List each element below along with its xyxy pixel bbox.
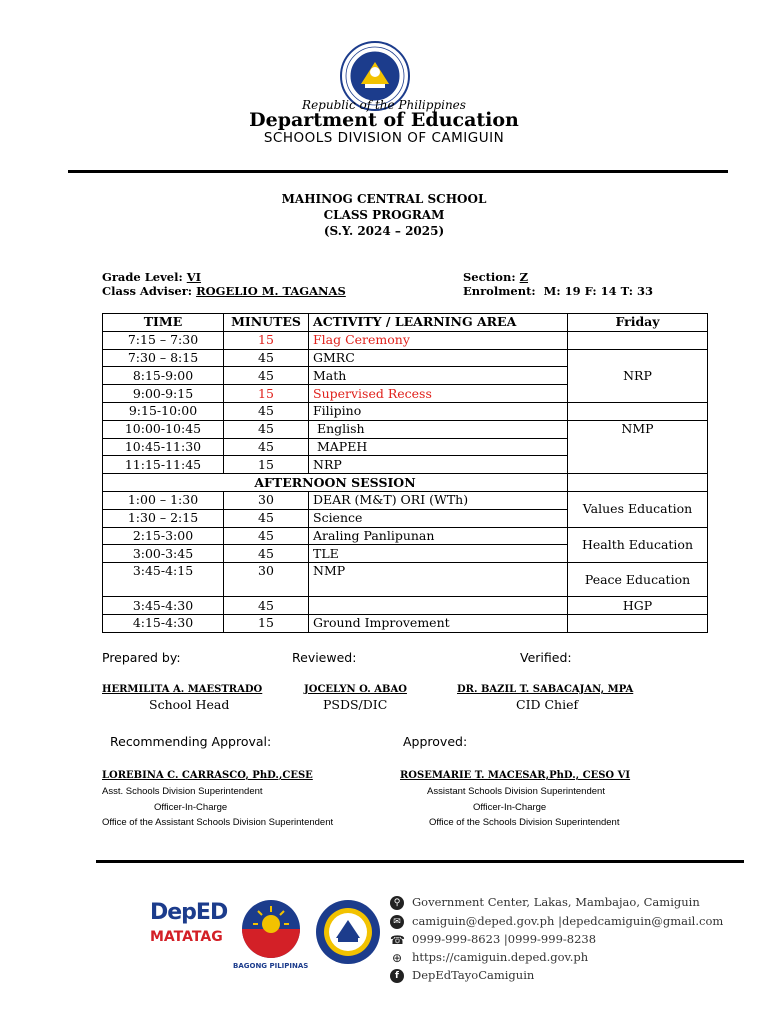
table-row: 1:00 – 1:30 30 DEAR (M&T) ORI (WTh) Values Education [103,491,708,509]
enrolment-value: M: 19 F: 14 T: 33 [543,284,654,298]
afternoon-session-label: AFTERNOON SESSION [103,474,568,492]
email-link[interactable]: camiguin@deped.gov.ph |depedcamiguin@gmail.com [412,914,724,928]
website-link[interactable]: https://camiguin.deped.gov.ph [412,950,589,964]
facebook-icon: f [390,969,404,983]
document-title: CLASS PROGRAM [323,208,445,222]
bagong-pilipinas-text: BAGONG PILIPINAS [233,962,309,970]
department-title: Department of Education [249,109,519,131]
reviewed-label: Reviewed: [292,650,357,665]
table-row: 11:15-11:45 15 NRP [103,456,708,474]
grade-value: VI [186,270,202,284]
deped-logo-text: DepED [150,900,228,925]
bagong-pilipinas-logo-icon [240,898,302,960]
web-icon: ⊕ [391,951,403,965]
friday-cell: Health Education [568,527,708,563]
recommending-label: Recommending Approval: [110,734,272,749]
adviser-value: ROGELIO M. TAGANAS [196,284,346,298]
verified-role: CID Chief [516,697,579,712]
phone-icon: ☎ [390,933,405,947]
afternoon-session-row [103,474,708,492]
class-program-table [102,313,708,633]
prepared-label: Prepared by: [102,650,181,665]
email-icon: ✉ [390,915,404,929]
phone-text: 0999-999-8623 |0999-999-8238 [412,932,597,946]
table-row: 10:00-10:45 45 English NMP [103,420,708,438]
table-row: 3:00-3:45 45 TLE [103,545,708,563]
class-adviser: Class Adviser: ROGELIO M. TAGANAS [102,284,346,298]
table-row: 3:45-4:30 45 HGP [103,597,708,615]
friday-cell: NMP [568,420,708,473]
table-row: 9:00-9:15 15 Supervised Recess [103,385,708,403]
deped-matatag-logo [150,900,230,970]
grade-level: Grade Level: VI [102,270,202,284]
verified-label: Verified: [520,650,572,665]
division-seal-icon [314,898,382,966]
division-title: SCHOOLS DIVISION OF CAMIGUIN [263,130,505,146]
table-row: 10:45-11:30 45 MAPEH [103,438,708,456]
approved-name: ROSEMARIE T. MACESAR,PhD., CESO VI [400,770,631,781]
approved-role: Assistant Schools Division Superintendent [427,786,605,797]
friday-cell: Values Education [568,491,708,527]
approved-role: Office of the Schools Division Superintendent [429,817,620,828]
recommending-role: Office of the Assistant Schools Division Superintendent [102,817,334,828]
section: Section: Z [463,270,529,284]
header-time: TIME [103,314,224,332]
table-row: 9:15-10:00 45 Filipino [103,402,708,420]
header-minutes: MINUTES [224,314,309,332]
reviewed-name: JOCELYN O. ABAO [304,684,407,695]
recommending-role: Asst. Schools Division Superintendent [102,786,263,797]
table-row: 7:30 – 8:15 45 GMRC NRP [103,349,708,367]
address-text: Government Center, Lakas, Mambajao, Camiguin [412,895,700,909]
header-friday: Friday [568,314,708,332]
school-year: (S.Y. 2024 – 2025) [323,224,445,238]
reviewed-role: PSDS/DIC [323,697,388,712]
table-row: 3:45-4:15 30 NMP Peace Education [103,563,708,597]
matatag-text: MATATAG [150,929,223,945]
table-header-row [103,314,708,332]
location-icon: ⚲ [390,896,404,910]
table-row: 4:15-4:30 15 Ground Improvement [103,614,708,632]
section-value: Z [519,270,529,284]
recommending-role: Officer-In-Charge [154,802,228,813]
facebook-link[interactable]: DepEdTayoCamiguin [412,968,535,982]
friday-cell: NRP [568,349,708,402]
verified-name: DR. BAZIL T. SABACAJAN, MPA [457,684,634,695]
table-row: 1:30 – 2:15 45 Science [103,509,708,527]
friday-cell: Peace Education [568,563,708,597]
table-row: 8:15-9:00 45 Math [103,367,708,385]
enrolment: Enrolment: M: 19 F: 14 T: 33 [463,284,654,298]
header-activity: ACTIVITY / LEARNING AREA [309,314,568,332]
prepared-role: School Head [149,697,230,712]
footer-divider [96,860,744,863]
school-name: MAHINOG CENTRAL SCHOOL [281,192,487,206]
republic-text: Republic of the Philippines [302,98,466,112]
prepared-name: HERMILITA A. MAESTRADO [102,684,263,695]
approved-role: Officer-In-Charge [473,802,547,813]
header-divider [68,170,728,173]
friday-cell: HGP [568,597,708,615]
table-row: 7:15 – 7:30 15 Flag Ceremony [103,331,708,349]
table-row: 2:15-3:00 45 Araling Panlipunan Health Education [103,527,708,545]
approved-label: Approved: [403,734,468,749]
recommending-name: LOREBINA C. CARRASCO, PhD.,CESE [102,770,313,781]
